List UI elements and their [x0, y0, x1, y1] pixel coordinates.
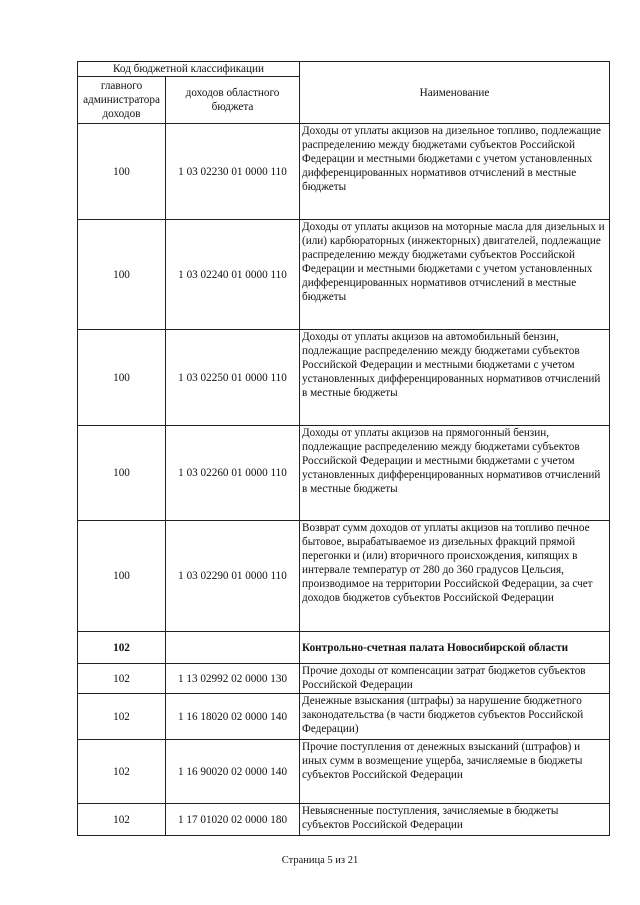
table-row	[78, 521, 610, 632]
budget-classification-table	[77, 61, 610, 836]
revenue-code-cell	[166, 632, 300, 664]
admin-code-cell: 100	[78, 220, 166, 330]
description-cell: Доходы от уплаты акцизов на дизельное топливо, подлежащие распределению между бюджетами субъектов Российской Федерации и местными бюджетами с учетом установленных дифференцированных нормативов отчислений в местные бюджеты	[300, 124, 610, 220]
admin-code-cell: 100	[78, 521, 166, 632]
description-cell: Возврат сумм доходов от уплаты акцизов на топливо печное бытовое, вырабатываемое из дизельных фракций прямой перегонки и (или) вторичного происхождения, кипящих в интервале температур от 280 до 360 градусов Цельсия, производимое на территории Российской Федерации, за счет доходов бюджетов субъектов Российской Федерации	[300, 521, 610, 632]
description-cell: Доходы от уплаты акцизов на прямогонный бензин, подлежащие распределению между бюджетами субъектов Российской Федерации и местными бюджетами с учетом установленных дифференцированных нормативов отчислений в местные бюджеты	[300, 426, 610, 521]
revenue-code-cell: 1 13 02992 02 0000 130	[166, 664, 300, 694]
revenue-code-cell: 1 16 90020 02 0000 140	[166, 740, 300, 804]
header-budget-code-group: Код бюджетной классификации	[78, 62, 300, 77]
description-cell: Доходы от уплаты акцизов на моторные масла для дизельных и (или) карбюраторных (инжекторных) двигателей, подлежащие распределению между бюджетами субъектов Российской Федерации и местными бюджетами с учетом установленных дифференцированных нормативов отчислений в местные бюджеты	[300, 220, 610, 330]
header-regional-revenue: доходов областного бюджета	[166, 77, 300, 124]
admin-code-cell: 100	[78, 124, 166, 220]
admin-code-cell: 102	[78, 664, 166, 694]
description-cell: Невыясненные поступления, зачисляемые в бюджеты субъектов Российской Федерации	[300, 804, 610, 836]
admin-code-cell: 102	[78, 694, 166, 740]
revenue-code-cell: 1 17 01020 02 0000 180	[166, 804, 300, 836]
admin-code-cell: 102	[78, 804, 166, 836]
table-row	[78, 124, 610, 220]
description-cell: Прочие доходы от компенсации затрат бюджетов субъектов Российской Федерации	[300, 664, 610, 694]
description-cell: Прочие поступления от денежных взысканий (штрафов) и иных сумм в возмещение ущерба, зачисляемые в бюджеты субъектов Российской Федерации	[300, 740, 610, 804]
table-row	[78, 220, 610, 330]
admin-code-cell: 100	[78, 426, 166, 521]
table-row	[78, 694, 610, 740]
revenue-code-cell: 1 03 02230 01 0000 110	[166, 124, 300, 220]
page-number: Страница 5 из 21	[281, 855, 359, 866]
table-row	[78, 664, 610, 694]
admin-code-cell: 100	[78, 330, 166, 426]
revenue-code-cell: 1 16 18020 02 0000 140	[166, 694, 300, 740]
table-row	[78, 740, 610, 804]
revenue-code-cell: 1 03 02290 01 0000 110	[166, 521, 300, 632]
revenue-code-cell: 1 03 02260 01 0000 110	[166, 426, 300, 521]
revenue-code-cell: 1 03 02250 01 0000 110	[166, 330, 300, 426]
revenue-code-cell: 1 03 02240 01 0000 110	[166, 220, 300, 330]
table-row	[78, 804, 610, 836]
admin-code-cell: 102	[78, 740, 166, 804]
header-main-administrator: главного администратора доходов	[78, 77, 166, 124]
table-row	[78, 426, 610, 521]
description-cell: Денежные взыскания (штрафы) за нарушение бюджетного законодательства (в части бюджетов субъектов Российской Федерации)	[300, 694, 610, 740]
section-title-cell: Контрольно-счетная палата Новосибирской области	[300, 632, 610, 664]
admin-code-cell: 102	[78, 632, 166, 664]
table-row	[78, 330, 610, 426]
header-name: Наименование	[300, 62, 610, 124]
table-row-section	[78, 632, 610, 664]
description-cell: Доходы от уплаты акцизов на автомобильный бензин, подлежащие распределению между бюджетами субъектов Российской Федерации и местными бюджетами с учетом установленных дифференцированных нормативов отчислений в местные бюджеты	[300, 330, 610, 426]
